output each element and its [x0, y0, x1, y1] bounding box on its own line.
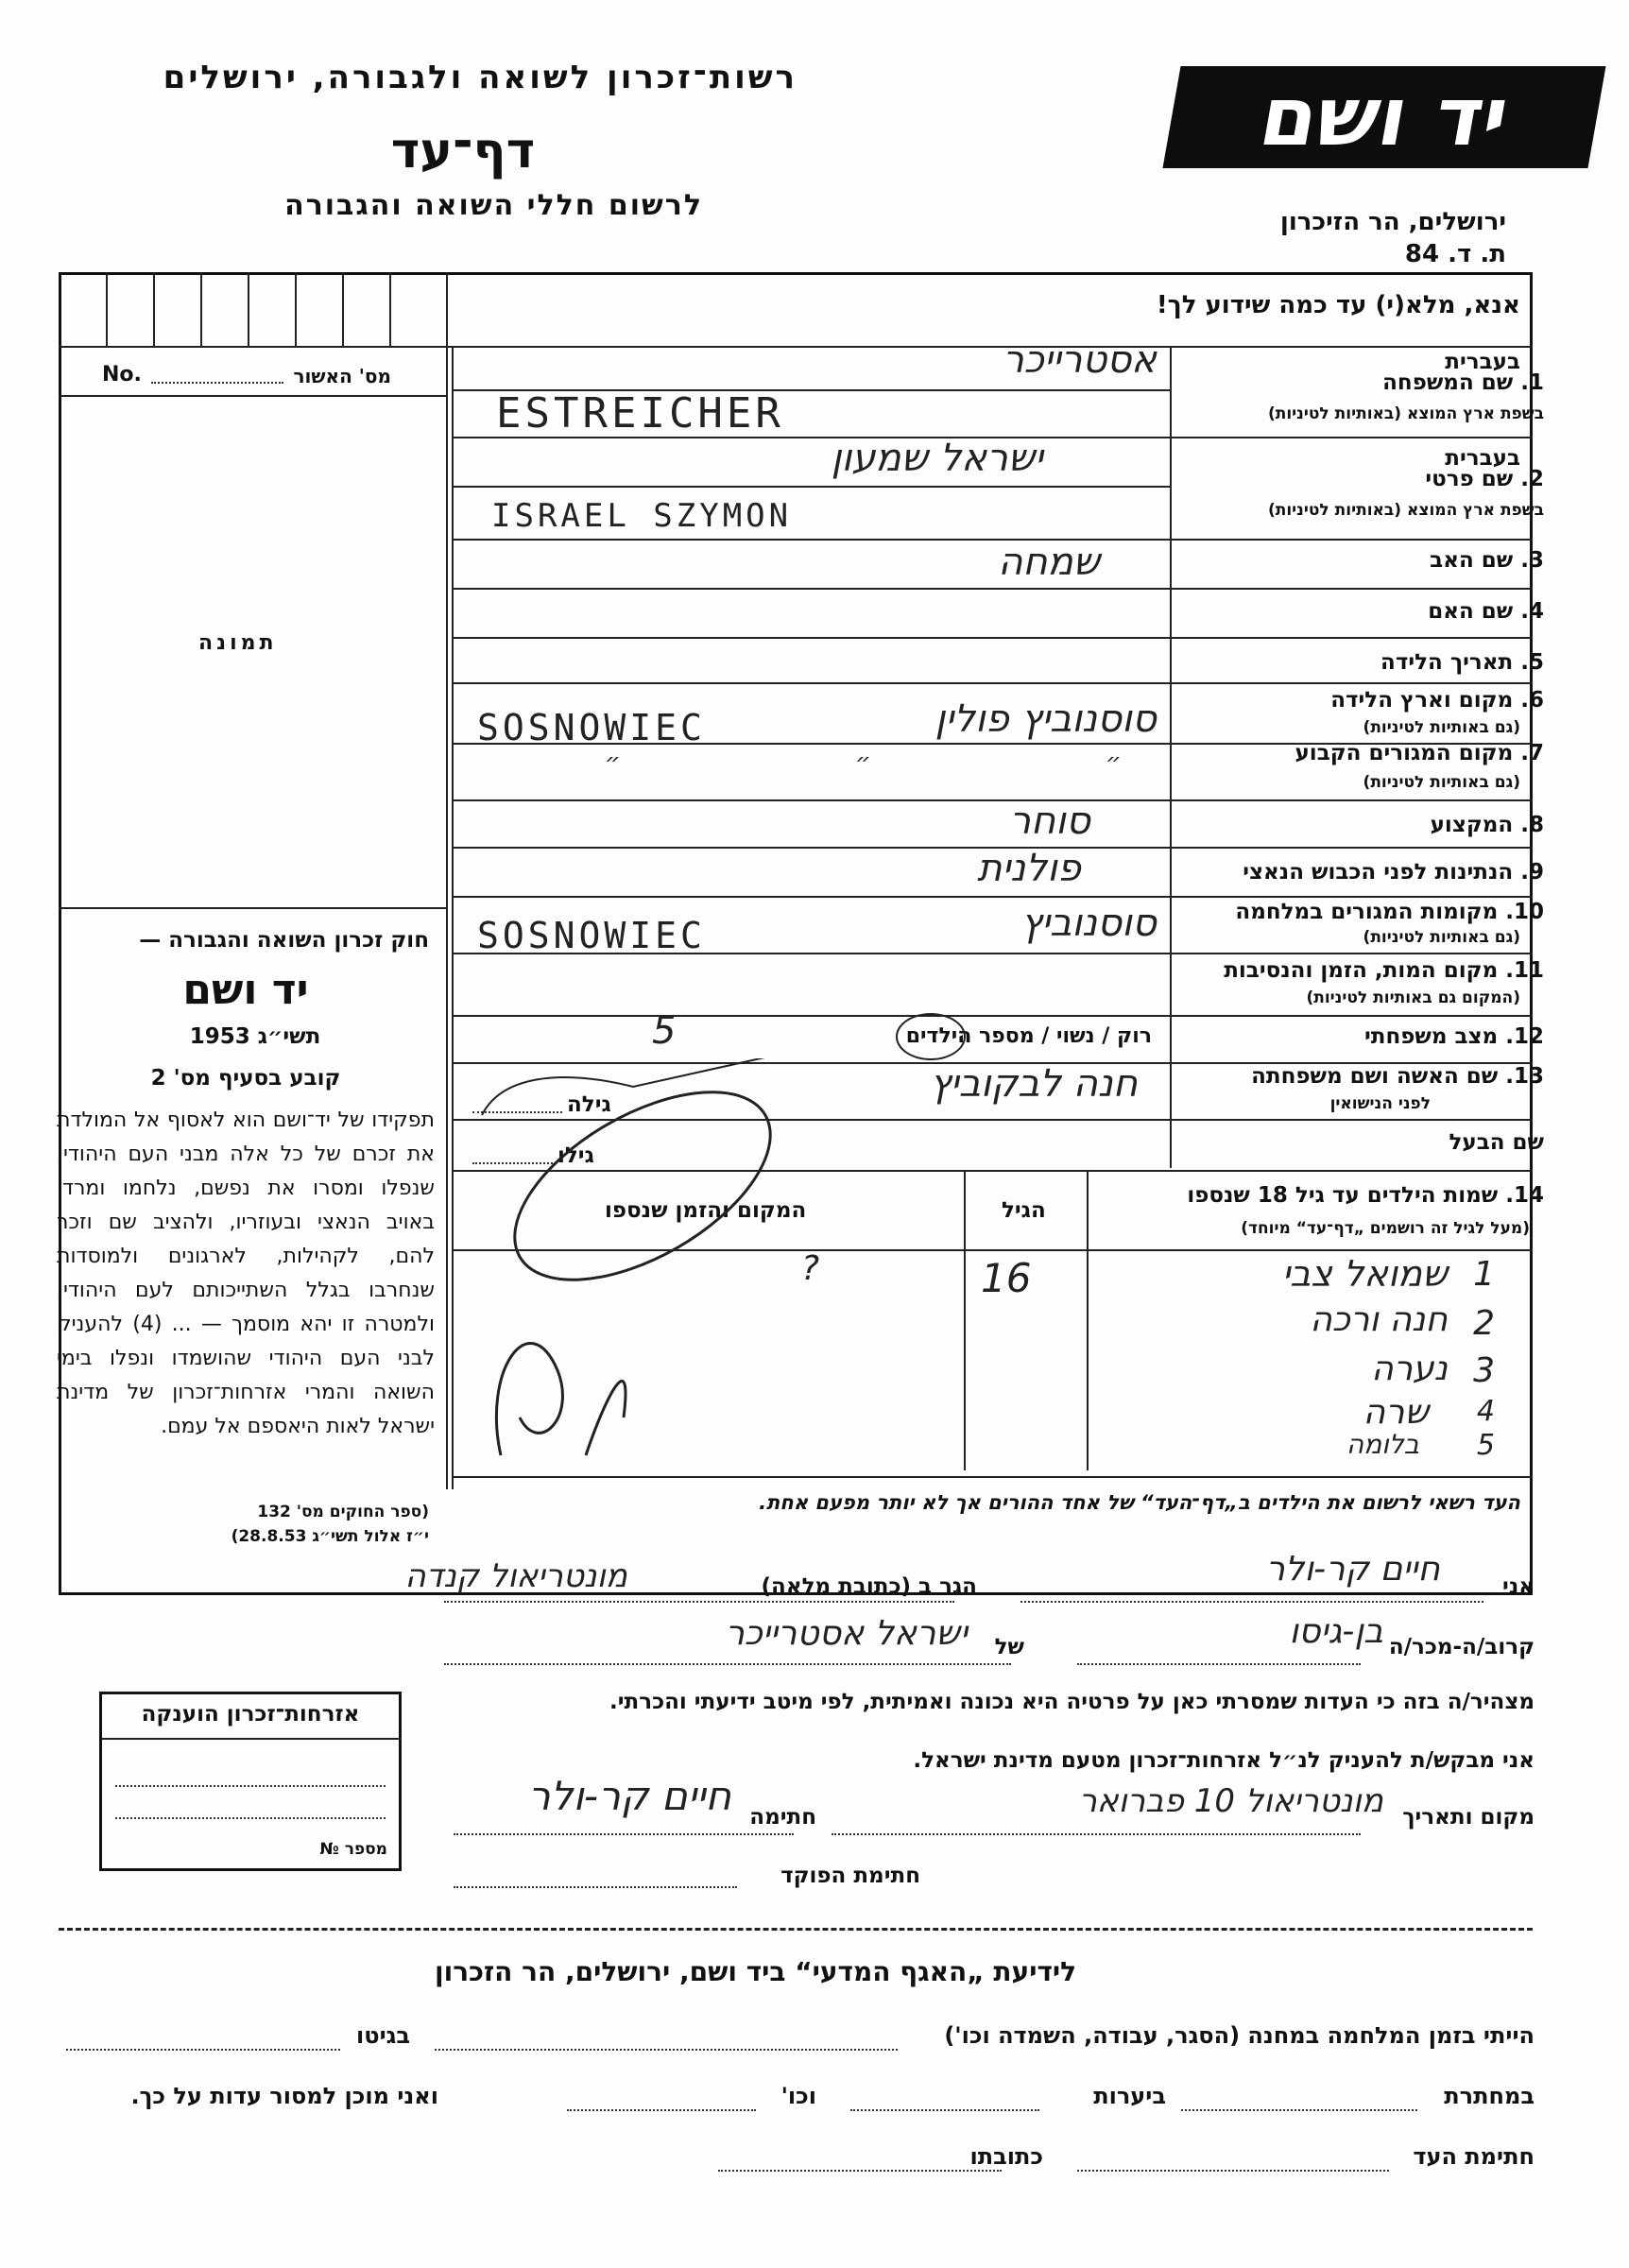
field-2-text: שם פרטי	[1425, 467, 1514, 491]
ghetto-label: בגיטו	[356, 2022, 410, 2049]
husband-age-label: גילו	[557, 1143, 594, 1168]
place-date-label: מקום ותאריך	[1402, 1805, 1535, 1830]
field-1-hebrew-tag: בעברית	[1445, 350, 1520, 374]
field-12-label	[1364, 1024, 1544, 1049]
field-4-text: שם האם	[1428, 599, 1514, 624]
first-name-latin-value[interactable]: ISRAEL SZYMON	[491, 497, 793, 535]
field-6-text: מקום וארץ הלידה	[1330, 688, 1514, 713]
child-3-number: 3	[1473, 1351, 1495, 1390]
form-subtitle: לרשום חללי השואה והגבורה	[284, 189, 703, 222]
law-year	[161, 1024, 350, 1049]
witness-signature[interactable]: חיים קר-ולר	[527, 1773, 731, 1819]
camp-line	[435, 2049, 898, 2051]
field-5-num: 5.	[1520, 650, 1544, 675]
field-1-num: 1.	[1520, 370, 1544, 395]
field-8-num: 8.	[1520, 813, 1544, 837]
field-12-text: מצב משפחתי	[1364, 1024, 1499, 1049]
field-6-label	[1330, 688, 1544, 713]
approval-number-line	[151, 382, 283, 384]
law-name: יד ושם	[182, 966, 309, 1014]
field-2-num: 2.	[1520, 467, 1544, 491]
officer-signature-label: חתימת הפוקד	[780, 1864, 920, 1888]
birthplace-latin-value[interactable]: SOSNOWIEC	[477, 707, 706, 748]
ghetto-line	[66, 2049, 340, 2051]
field-5-text: תאריך הלידה	[1380, 650, 1514, 675]
underground-label: במחתרת	[1444, 2083, 1535, 2109]
field-7-label	[1295, 741, 1544, 765]
place-date-value[interactable]: מונטריאול 10 פברואר	[1078, 1782, 1383, 1820]
place-date-line	[832, 1833, 1361, 1835]
law-text: תפקידו של יד־ושם הוא לאסוף אל המולדת את זכרם של כל אלה מבני העם היהודי, שנפלו ומסרו את נפשם, נלחמו ומרדו באויב הנאצי ובעוזריו, ולהציב שם וזכר להם, לקהילות, לארגונים ולמוסדות שנחרבו בגלל השתייכותם לעם היהודי, ולמטרה זו יהא מוסמך — ... (4) להעניק לבני העם היהודי שהושמדו ונפלו בימי השואה והמרי אזרחות־זכרון של מדינת ישראל לאות היאספם אל עמם.	[57, 1108, 435, 1438]
child-1-name[interactable]: שמואל צבי	[1281, 1253, 1448, 1295]
cert-title: אזרחות־זכרון הוענקה	[141, 1702, 360, 1727]
field-9-text: הנתינות לפני הכבוש הנאצי	[1243, 860, 1514, 885]
witness-signature-label: חתימת העד	[1413, 2143, 1535, 2170]
child-5-name[interactable]: בלומה	[1346, 1429, 1419, 1460]
law-source-1: (ספר החוקים מס' 132	[257, 1503, 429, 1521]
photo-label: תמונה	[198, 631, 278, 655]
wife-name-value[interactable]: חנה לבקוביץ	[930, 1062, 1138, 1106]
ready-to-testify-label: ואני מוכן למסור עדות על כך.	[130, 2083, 438, 2109]
field-9-num: 9.	[1520, 860, 1544, 885]
field-13-label	[1251, 1064, 1544, 1089]
child-1-number: 1	[1473, 1255, 1495, 1294]
witness-address-line	[444, 1601, 954, 1603]
child-4-name[interactable]: שרה	[1363, 1393, 1429, 1432]
witness-name-value[interactable]: חיים קר-ולר	[1265, 1550, 1440, 1589]
children-num: 14.	[1505, 1183, 1544, 1208]
field-13-sub: לפני הנישואין	[1329, 1094, 1431, 1113]
field-10-label	[1235, 900, 1544, 924]
wartime-residence-hebrew-value[interactable]: סוסנוביץ	[1020, 902, 1157, 945]
field-8-label	[1431, 813, 1544, 837]
field-4-label	[1428, 599, 1544, 624]
child-2-number: 2	[1473, 1304, 1495, 1343]
law-title: חוק זכרון השואה והגבורה —	[139, 928, 429, 953]
field-7-sub: (גם באותיות לטיניות)	[1363, 773, 1520, 792]
occupation-value[interactable]: סוחר	[1009, 799, 1090, 843]
children-note: העד רשאי לרשום את הילדים ב„דף־העד“ של אחד ההורים אך לא יותר מפעם אחת.	[759, 1491, 1520, 1514]
field-3-text: שם האב	[1430, 548, 1514, 573]
marital-status-options[interactable]: רוק / נשוי / מספר הילדים	[905, 1024, 1152, 1048]
code-boxes	[59, 272, 446, 348]
approval-number-label: מס' האשור	[293, 365, 391, 387]
first-name-hebrew-value[interactable]: ישראל שמעון	[831, 437, 1043, 480]
field-6-num: 6.	[1520, 688, 1544, 713]
witness-relation-value[interactable]: בן-גיסו	[1289, 1612, 1383, 1651]
field-11-sub: (המקום גם באותיות לטיניות)	[1306, 988, 1520, 1007]
field-1-sub: בשפת ארץ המוצא (באותיות לטיניות)	[1267, 404, 1544, 423]
forests-label: ביערות	[1093, 2083, 1166, 2109]
wartime-residence-latin-value[interactable]: SOSNOWIEC	[477, 915, 706, 956]
witness-signature-bottom-line	[1077, 2170, 1389, 2172]
witness-of-line	[444, 1663, 1011, 1665]
field-13-text: שם האשה ושם משפחתה	[1251, 1064, 1499, 1089]
field-11-num: 11.	[1505, 958, 1544, 983]
field-7-text: מקום המגורים הקבוע	[1295, 741, 1514, 765]
address-line-2: ת. ד. 84	[1404, 240, 1506, 268]
field-7-num: 7.	[1520, 741, 1544, 765]
children-title: שמות הילדים עד גיל 18 שנספו	[1187, 1183, 1499, 1208]
field-1-text: שם המשפחה	[1382, 370, 1514, 395]
memorial-citizenship-box	[99, 1692, 402, 1871]
married-circle-mark	[896, 1013, 966, 1060]
field-12-num: 12.	[1505, 1024, 1544, 1049]
field-1-label	[1382, 370, 1544, 395]
children-col-place: המקום והזמן שנספו	[605, 1198, 807, 1223]
field-2-label	[1425, 467, 1544, 491]
etc-label: וכו'	[780, 2083, 816, 2109]
field-2-hebrew-tag: בעברית	[1445, 446, 1520, 471]
children-sub: (מעל לגיל זה רושמים „דף־עד“ מיוחד)	[1241, 1219, 1530, 1238]
field-3-num: 3.	[1520, 548, 1544, 573]
child-1-place[interactable]: ?	[801, 1249, 820, 1288]
address-label: כתובתו	[969, 2143, 1043, 2170]
address-bottom-line	[718, 2170, 1002, 2172]
cert-number-label: מספר №	[319, 1840, 387, 1859]
law-year-hebrew: תשי״ג	[257, 1024, 321, 1049]
children-col-age: הגיל	[1002, 1198, 1046, 1223]
child-1-age[interactable]: 16	[981, 1255, 1032, 1301]
witness-declaration: מצהיר/ה בזה כי העדות שמסרתי כאן על פרטיה היא נכונה ואמיתית, לפי מיטב ידיעתי והכרתי.	[609, 1690, 1535, 1714]
address-line-1: ירושלים, הר הזיכרון	[1279, 208, 1506, 236]
organization-name: רשות־זכרון לשואה ולגבורה, ירושלים	[163, 59, 797, 96]
witness-of-value[interactable]: ישראל אסטרייכר	[725, 1614, 968, 1653]
approval-number-prefix: No.	[102, 363, 142, 387]
father-name-value[interactable]: שמחה	[998, 541, 1100, 584]
wife-age-label: גילה	[567, 1092, 611, 1117]
field-4-num: 4.	[1520, 599, 1544, 624]
witness-address-value[interactable]: מונטריאול קנדה	[404, 1557, 627, 1595]
field-11-text: מקום המות, הזמן והנסיבות	[1224, 958, 1499, 983]
law-source-2: י״ז אלול תשי״ג 28.8.53)	[231, 1527, 429, 1546]
signature-label: חתימה	[749, 1805, 816, 1830]
witness-i-label: אני	[1502, 1574, 1535, 1599]
husband-name-label: שם הבעל	[1449, 1130, 1544, 1155]
child-2-name[interactable]: חנה ורכה	[1310, 1300, 1448, 1339]
surname-hebrew-value[interactable]: אסטרייכר	[1003, 338, 1157, 382]
field-9-label	[1243, 860, 1544, 885]
children-count-value[interactable]: 5	[652, 1009, 677, 1053]
witness-of-label: של	[994, 1635, 1024, 1659]
law-year-number: 1953	[189, 1024, 250, 1049]
witness-request: אני מבקש/ת להעניק לנ״ל אזרחות־זכרון מטעם מדינת ישראל.	[913, 1748, 1535, 1773]
witness-relative-label: קרוב/ה-מכר/ה	[1388, 1635, 1535, 1659]
child-3-name[interactable]: נערה	[1371, 1349, 1448, 1388]
handwritten-scribbles	[444, 1058, 869, 1484]
forests-line	[850, 2109, 1039, 2111]
field-10-text: מקומות המגורים במלחמה	[1235, 900, 1499, 924]
etc-line	[567, 2109, 756, 2111]
law-clause: קובע בסעיף מס' 2	[150, 1066, 341, 1091]
field-13-num: 13.	[1505, 1064, 1544, 1089]
field-6-sub: (גם באותיות לטיניות)	[1363, 718, 1520, 737]
children-section-label	[1187, 1183, 1544, 1208]
instruction-text: אנא, מלא(י) עד כמה שידוע לך!	[1156, 291, 1520, 319]
birthplace-hebrew-value[interactable]: סוסנוביץ פולין	[935, 697, 1157, 741]
camp-question-label: הייתי בזמן המלחמה במחנה (הסגר, עבודה, השמדה וכו')	[944, 2022, 1535, 2049]
form-title: דף־עד	[390, 123, 536, 180]
field-8-text: המקצוע	[1430, 813, 1514, 837]
witness-resides-label: הגר ב (כתובת מלאה)	[761, 1574, 977, 1599]
field-11-label	[1224, 958, 1544, 983]
surname-latin-value[interactable]: ESTREICHER	[496, 389, 784, 438]
field-5-label	[1380, 650, 1544, 675]
officer-signature-line	[454, 1886, 737, 1888]
child-4-number: 4	[1476, 1395, 1495, 1428]
field-10-sub: (גם באותיות לטיניות)	[1363, 928, 1520, 947]
yad-vashem-logo: יד ושם	[1162, 66, 1605, 168]
field-3-label	[1430, 548, 1544, 573]
nationality-value[interactable]: פולנית	[977, 847, 1081, 890]
field-2-sub: בשפת ארץ המוצא (באותיות לטיניות)	[1267, 501, 1544, 520]
research-department-label: לידיעת „האגף המדעי“ ביד ושם, ירושלים, הר הזכרון	[435, 1956, 1077, 1987]
section-divider	[59, 1928, 1533, 1931]
underground-line	[1181, 2109, 1417, 2111]
child-5-number: 5	[1476, 1429, 1495, 1462]
address-block	[1280, 206, 1506, 270]
signature-line	[454, 1833, 794, 1835]
residence-ditto-marks[interactable]: ״ ״ ״	[605, 748, 1235, 777]
field-10-num: 10.	[1505, 900, 1544, 924]
witness-relation-line	[1077, 1663, 1361, 1665]
witness-name-line	[1020, 1601, 1483, 1603]
